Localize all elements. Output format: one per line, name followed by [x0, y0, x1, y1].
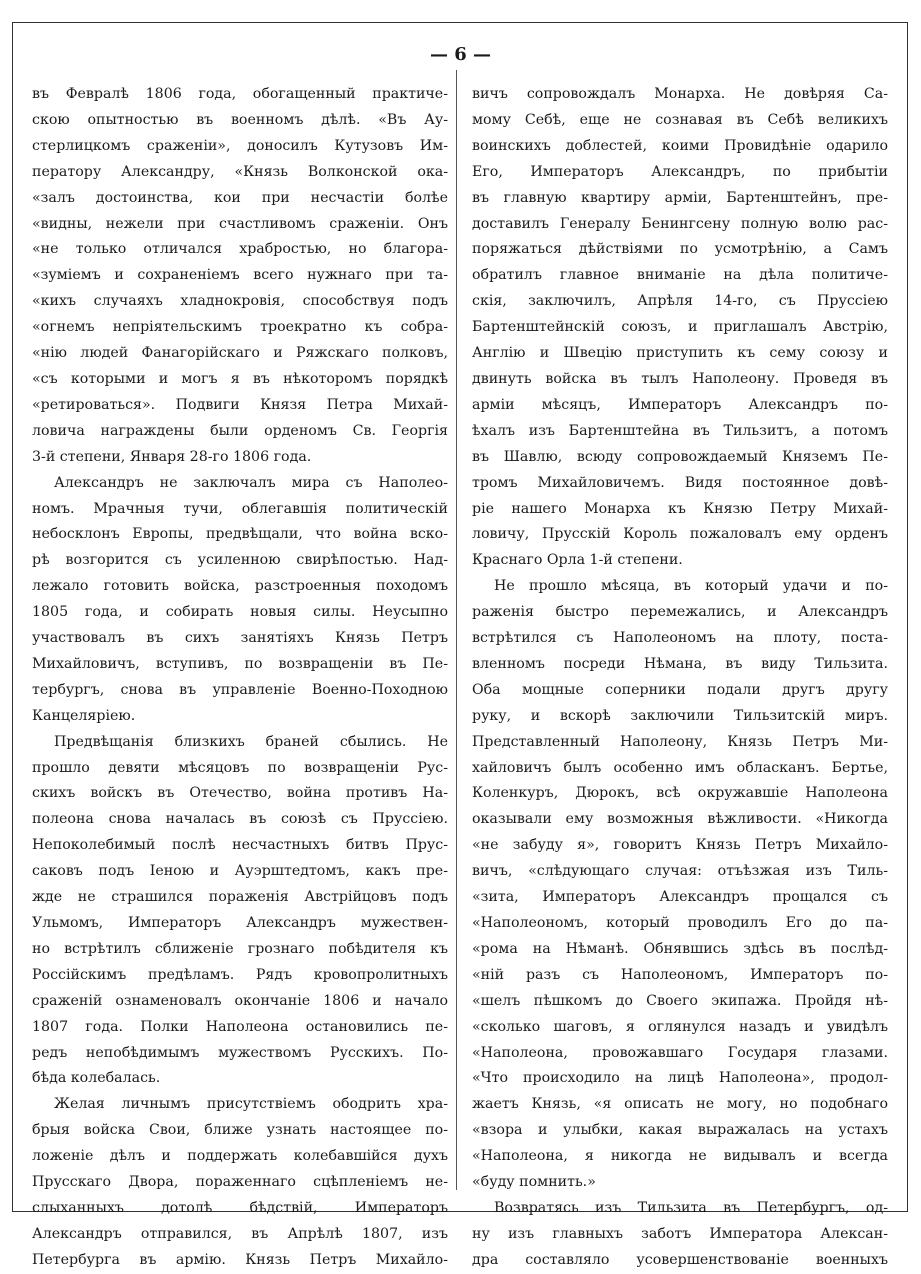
text-line: «буду помнить.»	[472, 1174, 596, 1191]
text-line: Представленный Наполеону, Князь Петръ Ми-	[472, 733, 888, 750]
text-line: 1805 года, и собирать новыя силы. Неусыпно	[32, 604, 448, 621]
column-divider	[456, 70, 457, 1190]
text-line: обратилъ главное вниманіе на дѣла политиче-	[472, 267, 888, 284]
text-line: «зита, Императоръ Александръ прощался съ	[472, 889, 888, 906]
text-line: Канцеляріею.	[32, 707, 136, 724]
text-line: редъ непобѣдимымъ мужествомъ Русскихъ. По-	[32, 1044, 448, 1061]
text-line: Михайловичъ, вступивъ, по возвращеніи въ Пе-	[32, 655, 448, 672]
text-line: хайловичъ былъ особенно имъ обласканъ. Бертье,	[472, 759, 888, 776]
text-line: «ній разъ съ Наполеономъ, Императоръ по-	[472, 966, 888, 983]
text-line: «не только отличался храбростью, но благора-	[32, 241, 448, 258]
text-line: тромъ Михайловичемъ. Видя постоянное довѣ-	[472, 474, 888, 491]
text-line: Бартенштейнскій союзъ, и приглашалъ Австрію,	[472, 319, 888, 336]
text-line: ріе нашего Монарха къ Князю Петру Михай-	[472, 500, 888, 517]
text-line: руку, и вскорѣ заключили Тильзитскій миръ.	[472, 707, 888, 724]
text-line: брыя войска Свои, ближе узнать настоящее по-	[32, 1122, 448, 1139]
text-line: «сколько шаговъ, я оглянулся назадъ и увидѣлъ	[472, 1018, 888, 1035]
text-line: въ Февралѣ 1806 года, обогащенный практиче-	[32, 86, 448, 102]
text-line: «рома на Нѣманѣ. Обнявшись здѣсь въ послѣд-	[472, 940, 888, 957]
text-line: ловичу, Прусскій Король пожаловалъ ему орденъ	[472, 526, 888, 543]
left-column	[32, 82, 448, 1274]
text-line: стерлицкомъ сраженіи», доносилъ Кутузовъ Им-	[32, 137, 448, 154]
text-line: «кихъ случаяхъ хладнокровія, способствуя подъ	[32, 293, 448, 310]
text-line: въ главную квартиру арміи, Бартенштейнъ, пре-	[472, 189, 888, 206]
right-column	[472, 82, 888, 1274]
text-line: «ретироваться». Подвиги Князя Петра Михай-	[32, 396, 448, 413]
text-line: бѣда колебалась.	[32, 1070, 161, 1087]
text-line: скихъ войскъ въ Отечество, война противъ На-	[32, 785, 448, 802]
text-line: Возвратясь изъ Тильзита въ Петербургъ, од-	[494, 1199, 888, 1216]
text-line: «Что происходило на лицѣ Наполеона», продол-	[472, 1070, 888, 1087]
text-line: мому Себѣ, еще не сознавая въ Себѣ великихъ	[472, 111, 888, 128]
text-line: Краснаго Орла 1-й степени.	[472, 552, 683, 569]
text-line: «Наполеономъ, который проводилъ Его до па-	[472, 915, 888, 931]
text-line: скою опытностью въ военномъ дѣлѣ. «Въ Ау-	[32, 111, 448, 128]
text-line: участвовалъ въ сихъ занятіяхъ Князь Петръ	[32, 630, 448, 647]
text-line: ператору Александру, «Князь Волконской ока-	[32, 163, 448, 180]
text-line: 3-й степени, Января 28-го 1806 года.	[32, 448, 312, 465]
text-line: жаетъ Князь, «я описать не могу, но подобнаго	[472, 1096, 888, 1113]
text-line: Прусскаго Двора, пораженнаго сцѣпленіемъ не-	[32, 1174, 448, 1191]
text-line: «Наполеона, я никогда не видывалъ и всегда	[472, 1148, 888, 1165]
text-line: Оба мощные соперники подали другъ другу	[472, 681, 888, 698]
text-line: «видны, нежели при счастливомъ сраженіи. Онъ	[32, 215, 448, 232]
text-line: 1807 года. Полки Наполеона остановились пе-	[32, 1018, 448, 1035]
text-line: воинскихъ доблестей, коими Провидѣніе одарило	[472, 137, 888, 154]
text-line: слыханныхъ дотолѣ бѣдствій, Императоръ	[32, 1199, 448, 1216]
text-line: «огнемъ непріятельскимъ троекратно къ собра-	[32, 319, 448, 336]
text-line: раженія быстро перемежались, и Александръ	[472, 604, 888, 621]
text-line: «нію людей Фанагорійскаго и Ряжскаго полковъ,	[32, 345, 448, 362]
text-line: Непоколебимый послѣ несчастныхъ битвъ Прус-	[32, 837, 448, 854]
text-line: Петербурга въ армію. Князь Петръ Михайло-	[32, 1251, 448, 1268]
text-line: «Наполеона, провожавшаго Государя глазами.	[472, 1044, 888, 1061]
text-line: Не прошло мѣсяца, въ который удачи и по-	[494, 578, 888, 595]
text-line: Коленкуръ, Дюрокъ, всѣ окружавшіе Наполеона	[472, 785, 888, 802]
text-line: Александръ не заключалъ мира съ Наполео-	[54, 474, 448, 491]
text-line: дра составляло усовершенствованіе военныхъ	[472, 1251, 888, 1268]
text-line: оказывали ему возможныя вѣжливости. «Никогда	[472, 811, 888, 828]
text-line: номъ. Мрачныя тучи, облегавшія политическій	[32, 500, 448, 517]
text-line: Предвѣщанія близкихъ браней сбылись. Не	[54, 733, 448, 750]
text-line: но встрѣтилъ сближеніе грознаго побѣдителя къ	[32, 940, 448, 957]
text-line: «залъ достоинства, кои при несчастіи болѣе	[32, 189, 448, 206]
text-line: арміи мѣсяцъ, Императоръ Александръ по-	[472, 396, 888, 413]
text-line: ложеніе дѣлъ и поддержать колебавшійся духъ	[32, 1148, 448, 1165]
text-line: лежало готовить войска, разстроенныя походомъ	[32, 578, 448, 595]
text-line: полеона снова началась въ союзѣ съ Пруссіею.	[32, 811, 448, 828]
text-line: «съ которыми и могъ я въ нѣкоторомъ порядкѣ	[32, 370, 448, 387]
text-line: тербургъ, снова въ управленіе Военно-Походною	[32, 681, 448, 698]
page-number: — 6 —	[429, 44, 492, 65]
text-line: «взора и улыбки, какая выражалась на устахъ	[472, 1122, 888, 1139]
text-line: жде не страшился пораженія Австрійцовъ подъ	[32, 889, 448, 906]
text-line: въ Шавлю, всюду сопровождаемый Княземъ Пе-	[472, 448, 888, 465]
text-line: Его, Императоръ Александръ, по прибытіи	[472, 163, 888, 180]
text-line: «шелъ пѣшкомъ до Своего экипажа. Пройдя нѣ-	[472, 992, 888, 1009]
text-line: ѣхалъ изъ Бартенштейна въ Тильзитъ, а потомъ	[472, 422, 888, 439]
text-line: сраженій ознаменовалъ окончаніе 1806 и начало	[32, 992, 448, 1009]
text-line: рѣ возгорится съ усиленною свирѣпостью. Над-	[32, 552, 448, 569]
text-line: ну изъ главныхъ заботъ Императора Алексан-	[472, 1225, 888, 1242]
text-line: Ульмомъ, Императоръ Александръ мужествен-	[32, 915, 448, 931]
text-line: скія, заключилъ, Апрѣля 14-го, съ Пруссіею	[472, 293, 888, 310]
text-line: Россійскимъ предѣламъ. Рядъ кровопролитныхъ	[32, 966, 448, 983]
text-line: поряжаться дѣйствіями по усмотрѣнію, а Самъ	[472, 241, 888, 258]
text-line: Англію и Швецію приступить къ сему союзу и	[472, 345, 888, 362]
text-line: доставилъ Генералу Бенингсену полную волю рас-	[472, 215, 888, 232]
text-line: Желая личнымъ присутствіемъ ободрить хра-	[54, 1096, 448, 1113]
text-line: вленномъ посреди Нѣмана, въ виду Тильзита.	[472, 655, 888, 672]
text-line: прошло девяти мѣсяцовъ по возвращеніи Рус-	[32, 759, 448, 776]
text-line: ловича награждены были орденомъ Св. Георгія	[32, 422, 448, 439]
text-line: Александръ отправился, въ Апрѣлѣ 1807, изъ	[32, 1225, 448, 1242]
text-line: «не забуду я», говоритъ Князь Петръ Михайло-	[472, 837, 888, 854]
text-line: «зуміемъ и сохраненіемъ всего нужнаго при та-	[32, 267, 448, 284]
text-line: вичъ сопровождалъ Монарха. Не довѣряя Са-	[472, 86, 888, 102]
text-line: встрѣтился съ Наполеономъ на плоту, поста-	[472, 630, 888, 647]
text-line: вичъ, «слѣдующаго случая: отъѣзжая изъ Тиль-	[472, 863, 888, 880]
text-line: саковъ подъ Іеною и Ауэрштедтомъ, какъ пре-	[32, 863, 448, 880]
text-line: двинуть войска въ тылъ Наполеону. Проведя въ	[472, 370, 888, 387]
text-line: небосклонъ Европы, предвѣщали, что война вско-	[32, 526, 448, 543]
